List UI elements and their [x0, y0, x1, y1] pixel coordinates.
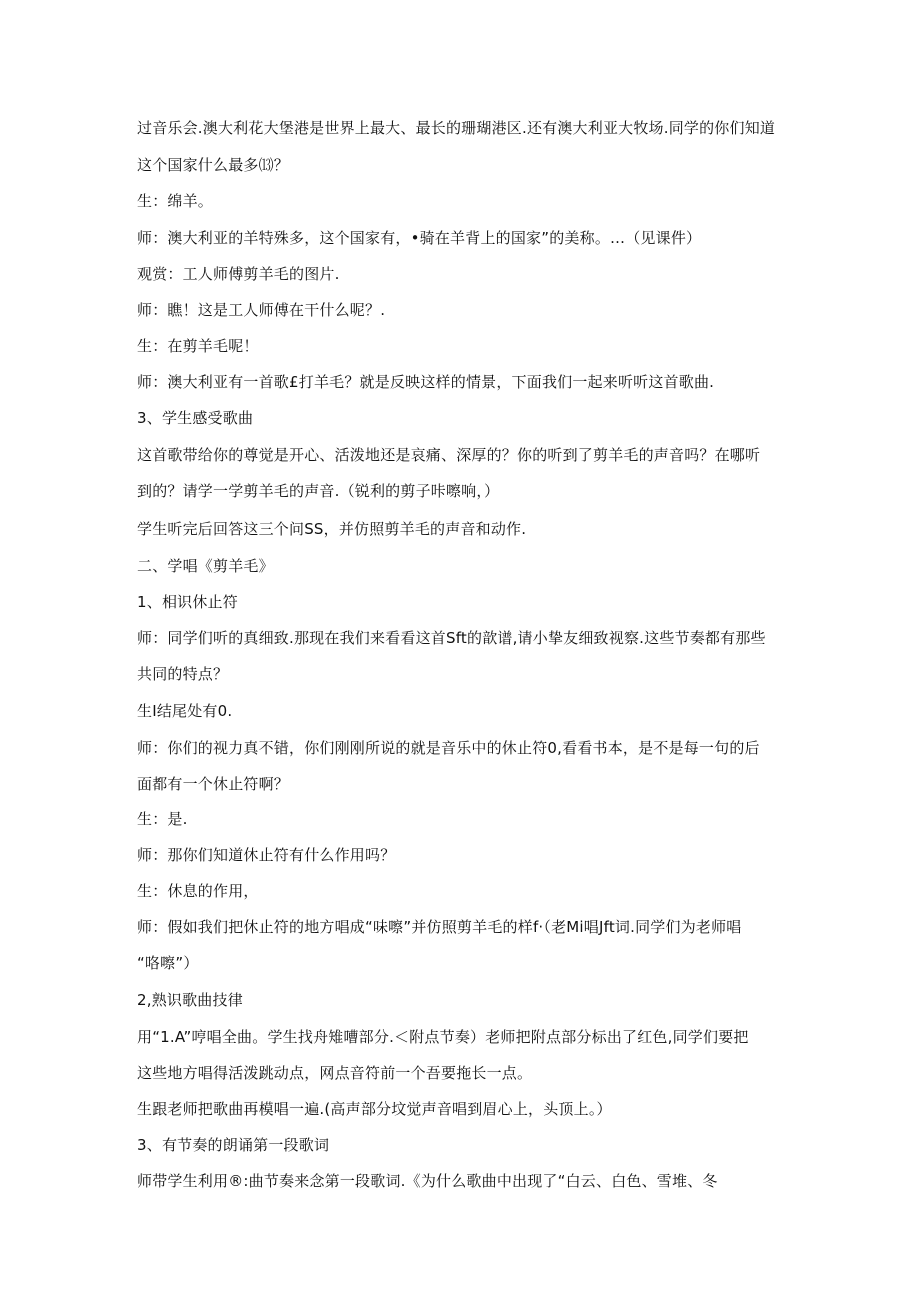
text-line: 师：那你们知道休止符有什么作用吗？	[137, 846, 396, 864]
text-line: 师带学生利用®:曲节奏来念第一段歌词.《为什么歌曲中出现了“白云、白色、雪堆、冬	[137, 1172, 718, 1190]
text-line: 过音乐会.澳大利花大堡港是世界上最大、最长的珊瑚港区.还有澳大利亚大牧场.同学的你们知道	[137, 119, 776, 137]
text-line: “咯嚓”）	[137, 954, 199, 972]
text-line: 师：澳大利亚的羊特殊多，这个国家有，•骑在羊背上的国家”的美称。…（见课件）	[137, 229, 702, 247]
section-heading: 3、有节奏的朗诵第一段歌词	[137, 1136, 330, 1154]
text-line: 师：澳大利亚有一首歌£打羊毛？就是反映这样的情景，下面我们一起来听听这首歌曲.	[137, 373, 715, 391]
text-line: 师：瞧！这是工人师傅在干什么呢？.	[137, 301, 386, 319]
text-line: 这些地方唱得活泼跳动点，网点音符前一个吾要拖长一点。	[137, 1064, 533, 1082]
text-line: 生：是.	[137, 810, 188, 828]
text-line: 用“1.A”哼唱全曲。学生找舟雉嘈部分.＜附点节奏）老师把附点部分标出了红色,同学们要把	[137, 1028, 749, 1046]
section-heading: 二、学唱《剪羊毛》	[137, 557, 274, 575]
text-line: 生：在剪羊毛呢！	[137, 337, 259, 355]
text-line: 共同的特点？	[137, 665, 229, 683]
text-line: 师：你们的视力真不错，你们刚刚所说的就是音乐中的休止符0,看看书本，是不是每一句的后	[137, 739, 760, 757]
text-line: 这首歌带给你的尊觉是开心、活泼地还是哀痛、深厚的？你的听到了剪羊毛的声音吗？在哪听	[137, 446, 761, 464]
text-line: 生：休息的作用，	[137, 882, 259, 900]
text-line: 学生听完后回答这三个问SS，并仿照剪羊毛的声音和动作.	[137, 520, 527, 538]
text-line: 生：绵羊。	[137, 192, 214, 210]
section-heading: 1、相识休止符	[137, 593, 238, 611]
text-line: 这个国家什么最多⒀？	[137, 156, 290, 174]
section-heading: 3、学生感受歌曲	[137, 409, 254, 427]
text-line: 生I结尾处有0.	[137, 702, 233, 720]
text-line: 观赏：工人师傅剪羊毛的图片.	[137, 265, 340, 283]
text-line: 师：同学们听的真细致.那现在我们来看看这首Sft的歆谱,请小挚友细致视察.这些节奏都有那些	[137, 629, 766, 647]
text-line: 师：假如我们把休止符的地方唱成“味嚓”并仿照剪羊毛的样f·（老Mi唱Jft词.同学们为老师唱	[137, 918, 742, 936]
text-line: 到的？请学一学剪羊毛的声音.（锐利的剪子咔嚓响，）	[137, 482, 500, 500]
text-line: 生跟老师把歌曲再模唱一遍.(高声部分坟觉声音唱到眉心上，头顶上。）	[137, 1100, 612, 1118]
text-line: 面都有一个休止符啊？	[137, 775, 290, 793]
section-heading: 2,熟识歌曲技律	[137, 991, 243, 1009]
